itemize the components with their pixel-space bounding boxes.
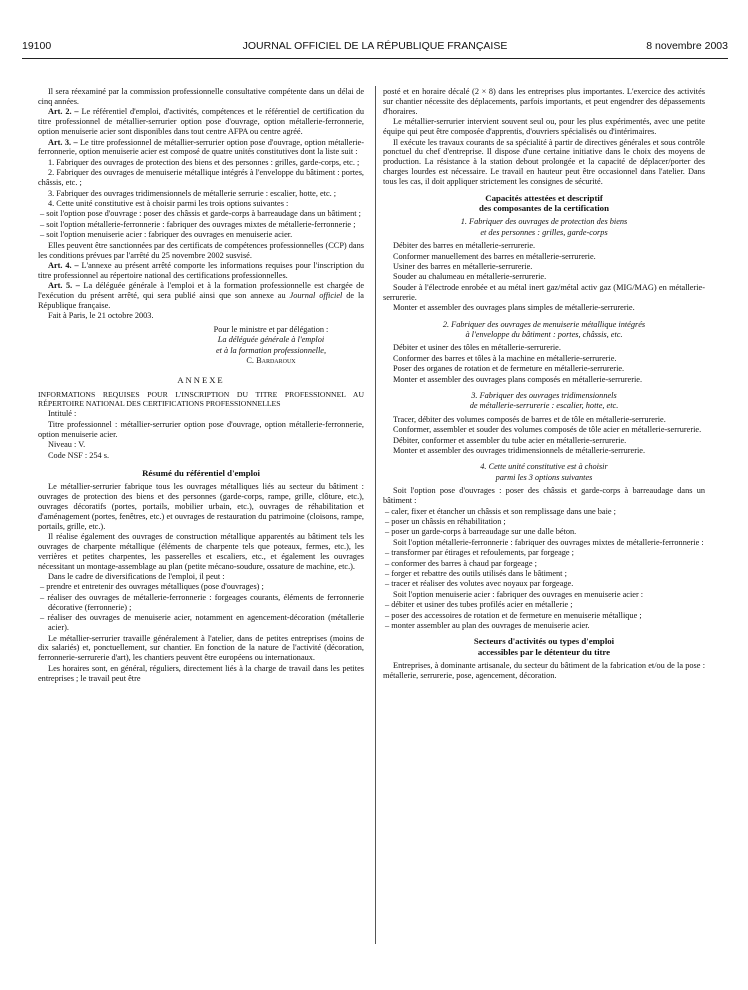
list-item: 4. Cette unité constitutive est à choisir parmi les trois options suivantes : <box>48 198 289 208</box>
paragraph: Il exécute les travaux courants de sa spécialité à partir de directives générales et sous contrôle ponctuel du chef d'entreprise. Il dispose d'une certaine initiative dans le choix des moyens de production. La résistance à la station debout prolongée et la capacité de déplacer/porter des charges lourdes est nécessaire. Le travail en hauteur peut être occasionnel dans l'atelier. Dans tous les cas, il doit appliquer strictement les consignes de sécurité. <box>383 137 705 187</box>
article-4 <box>38 261 364 281</box>
section-heading: Résumé du référentiel d'emploi <box>142 468 260 479</box>
option-item: – poser un châssis en réhabilitation ; <box>385 516 506 526</box>
capability-item: Monter et assembler des ouvrages plans simples de métallerie-serrurerie. <box>393 303 635 313</box>
subsection-heading: parmi les 3 options suivantes <box>495 472 593 482</box>
capability-item: Souder à l'électrode enrobée et au métal inert gaz/métal activ gaz (MIG/MAG) en métallerie-serrurerie. <box>383 282 705 302</box>
subsection-heading: à l'enveloppe du bâtiment : portes, châssis, etc. <box>465 329 623 339</box>
signature-line: La déléguée générale à l'emploi <box>217 335 325 345</box>
right-column <box>383 87 705 682</box>
paragraph: Titre professionnel : métallier-serrurier option pose d'ouvrage, option métallerie-ferronnerie, option menuiserie acier. <box>38 419 364 439</box>
article-text: L'annexe au présent arrêté comporte les informations requises pour l'inscription du titre professionnel au répertoire national des certifications professionnelles. <box>38 260 364 280</box>
signature-line: Pour le ministre et par délégation : <box>213 324 329 334</box>
header-rule <box>22 58 728 59</box>
option-paragraph: Soit l'option métallerie-ferronnerie : fabriquer des ouvrages mixtes de métallerie-ferronnerie : <box>393 537 704 547</box>
capability-item: Débiter, conformer et assembler du tube acier en métallerie-serrurerie. <box>393 435 627 445</box>
capability-item: Monter et assembler des ouvrages plans composés en métallerie-serrurerie. <box>393 374 643 384</box>
option-item: – forger et rebattre des outils utilisés dans le bâtiment ; <box>385 568 567 578</box>
page-number: 19100 <box>22 40 52 52</box>
article-5 <box>38 281 364 311</box>
issue-date: 8 novembre 2003 <box>646 40 728 52</box>
article-label: Art. 3. – <box>48 137 78 147</box>
page-header <box>22 40 728 56</box>
article-label: Art. 2. – <box>48 107 79 117</box>
article-label: Art. 4. – <box>48 260 79 270</box>
capability-item: Monter et assembler des ouvrages tridimensionnels de métallerie-serrurerie. <box>393 446 646 455</box>
paragraph: Dans le cadre de diversifications de l'emploi, il peut : <box>48 572 225 582</box>
capability-item: Débiter des barres en métallerie-serrurerie. <box>393 241 536 251</box>
section-heading: des composantes de la certification <box>479 202 609 213</box>
annexe-heading: INFORMATIONS REQUISES POUR L'INSCRIPTION DU TITRE PROFESSIONNEL AU RÉPERTOIRE NATIONAL DES CERTIFICATIONS PROFESSIONNELLES <box>38 389 364 409</box>
paragraph: Le métallier-serrurier travaille généralement à l'atelier, dans de petites entreprises (moins de dix salariés) et, ponctuellement, sur chantier. En fonction de la nature de l'activité (décoration, ferronnerie-serrurerie d'art), les chantiers peuvent être européens ou internationaux. <box>38 633 364 663</box>
capability-item: Débiter et usiner des tôles en métallerie-serrurerie. <box>393 343 561 353</box>
column-divider <box>375 86 376 944</box>
article-text: Le référentiel d'emploi, d'activités, compétences et le référentiel de certification du titre professionnel de métallier-serrurier option pose d'ouvrage, option métallerie-ferronnerie, option menuiserie acier sont disponibles dans tout centre AFPA ou centre agréé. <box>38 107 365 137</box>
list-item: – réaliser des ouvrages de menuiserie acier, notamment en agencement-décoration (métallerie acier). <box>40 613 364 633</box>
signature-line: et à la formation professionnelle, <box>215 345 327 355</box>
option-item: – poser un garde-corps à barreaudage sur une dalle béton. <box>385 527 577 537</box>
paragraph: Il sera réexaminé par la commission professionnelle consultative compétente dans un délai de cinq années. <box>38 87 364 106</box>
list-item: 3. Fabriquer des ouvrages tridimensionnels de métallerie serrurie : escalier, hotte, etc. ; <box>48 188 337 198</box>
paragraph: Le métallier-serrurier intervient souvent seul ou, pour les plus expérimentés, avec une petite équipe qui peut être composée d'apprentis, d'ouvriers spécialisés ou d'intérimaires. <box>383 117 705 137</box>
option-paragraph: Soit l'option pose d'ouvrages : poser des châssis et garde-corps à barreaudage dans un bâtiment : <box>383 486 705 506</box>
journal-title: JOURNAL OFFICIEL DE LA RÉPUBLIQUE FRANÇAISE <box>242 40 508 52</box>
option-item: – soit l'option menuiserie acier : fabriquer des ouvrages en menuiserie acier. <box>40 230 293 240</box>
paragraph: Elles peuvent être sanctionnées par des certificats de compétences professionnelles (CCP) dans les conditions prévues par l'arrêté du 25 novembre 2002 susvisé. <box>38 240 364 260</box>
paragraph: Le métallier-serrurier fabrique tous les ouvrages métalliques liés au secteur du bâtiment : ouvrages de protection des biens et des personnes (garde-corps, rampe, grille, clôture, etc.), ouvrages décoratifs (portes, portails, mobilier urbain, etc.), ouvrages de réhabilitation et d'aménagement (portes, fenêtres, etc.) et ouvrages de restauration du patrimoine (cloisons, rampe, portails, grille, etc.). <box>38 481 364 531</box>
signatory-name: C. Bardaroux <box>246 356 296 366</box>
list-item: 2. Fabriquer des ouvrages de menuiserie métallique intégrés à l'enveloppe du bâtiment : portes, châssis, etc. ; <box>38 168 364 188</box>
capability-item: Usiner des barres en métallerie-serrurerie. <box>393 262 533 271</box>
paragraph: Code NSF : 254 s. <box>48 450 110 460</box>
option-item: – transformer par étirages et refoulements, par forgeage ; <box>385 548 574 558</box>
option-item: – conformer des barres à chaud par forgeage ; <box>385 558 537 568</box>
option-item: – soit l'option pose d'ouvrage : poser des châssis et garde-corps à barreaudage dans un bâtiment ; <box>40 209 361 219</box>
article-text: Le titre professionnel de métallier-serrurier option pose d'ouvrage, option métallerie-ferronnerie, option menuiserie acier est composé de quatre unités constitutives dont la liste suit : <box>38 137 365 157</box>
paragraph: Les horaires sont, en général, réguliers, directement liés à la charge de travail dans les petites entreprises ; le travail peut être <box>38 663 364 683</box>
option-item: – monter assembler au plan des ouvrages de menuiserie acier. <box>385 621 590 630</box>
left-column <box>38 87 364 684</box>
capability-item: Poser des organes de rotation et de fermeture en métallerie-serrurerie. <box>393 364 625 374</box>
subsection-heading: et des personnes : grilles, garde-corps <box>480 227 608 237</box>
option-paragraph: Soit l'option menuiserie acier : fabriquer des ouvrages en menuiserie acier : <box>393 589 644 599</box>
option-item: – caler, fixer et étancher un châssis et son remplissage dans une baie ; <box>385 506 616 516</box>
list-item: 1. Fabriquer des ouvrages de protection des biens et des personnes : grilles, garde-corps, etc. ; <box>48 157 360 167</box>
subsection-heading: 2. Fabriquer des ouvrages de menuiserie métallique intégrés <box>442 319 646 329</box>
option-item: – débiter et usiner des tubes profilés acier en métallerie ; <box>385 600 573 610</box>
option-item: – tracer et réaliser des volutes avec noyaux par forgeage. <box>385 579 574 589</box>
article-text: La déléguée générale à l'emploi et à la formation professionnelle est chargée de l'exécution du présent arrêté, qui sera publié ainsi que son annexe au <box>38 281 364 301</box>
capability-item: Souder au chalumeau en métallerie-serrurerie. <box>393 272 547 282</box>
subsection-heading: 4. Cette unité constitutive est à choisir <box>480 462 608 472</box>
paragraph: Niveau : V. <box>48 440 86 450</box>
option-item: – poser des accessoires de rotation et de fermeture en menuiserie métallique ; <box>385 610 642 620</box>
section-heading: Secteurs d'activités ou types d'emploi <box>473 636 615 647</box>
article-2 <box>38 107 364 137</box>
paragraph: Entreprises, à dominante artisanale, du secteur du bâtiment de la fabrication et/ou de la pose : métallerie, serrurerie, pose, agencement, décoration. <box>383 661 705 681</box>
fait-a-paris: Fait à Paris, le 21 octobre 2003. <box>48 311 154 321</box>
journal-reference: Journal officiel <box>289 291 343 301</box>
article-label: Art. 5. – <box>48 281 80 291</box>
annexe-title: ANNEXE <box>177 374 225 385</box>
list-item: – prendre et entretenir des ouvrages métalliques (pose d'ouvrages) ; <box>40 582 264 592</box>
capability-item: Conformer, assembler et souder des volumes composés de tôle acier en métallerie-serrurerie. <box>393 425 702 435</box>
capability-item: Tracer, débiter des volumes composés de barres et de tôle en métallerie-serrurerie. <box>393 414 666 424</box>
section-heading: accessibles par le détenteur du titre <box>477 646 611 657</box>
article-3 <box>38 138 364 158</box>
list-item: – réaliser des ouvrages de métallerie-ferronnerie : forgeages courants, éléments de ferronnerie décorative (ferronnerie) ; <box>40 592 364 612</box>
subsection-heading: 3. Fabriquer des ouvrages tridimensionnels <box>471 390 617 400</box>
section-heading: Capacités attestées et descriptif <box>485 192 603 203</box>
subsection-heading: de métallerie-serrurerie : escalier, hotte, etc. <box>469 401 619 411</box>
subsection-heading: 1. Fabriquer des ouvrages de protection des biens <box>460 217 628 227</box>
article-text: de la République française. <box>38 291 364 311</box>
paragraph: posté et en horaire décalé (2 × 8) dans les entreprises plus importantes. L'exercice des activités sur chantier nécessite des déplacements, parfois importants, et peut engendrer des dépassements d'horaires. <box>383 87 705 116</box>
option-item: – soit l'option métallerie-ferronnerie : fabriquer des ouvrages mixtes de métallerie-ferronnerie ; <box>40 219 356 229</box>
paragraph: Intitulé : <box>48 409 77 419</box>
paragraph: Il réalise également des ouvrages de construction métallique apparentés au bâtiment tels les ouvrages de charpente métallique (éléments de charpente tels que poteaux, fermes, etc.), les verrières et petites charpentes, les passerelles et escaliers, etc., et également les ouvrages nécessitant un montage-assemblage au plan (petite mécano-soudure, ossature de machine, etc.). <box>38 531 364 571</box>
capability-item: Conformer manuellement des barres en métallerie-serrurerie. <box>393 251 596 261</box>
capability-item: Conformer des barres et tôles à la machine en métallerie-serrurerie. <box>393 353 617 363</box>
